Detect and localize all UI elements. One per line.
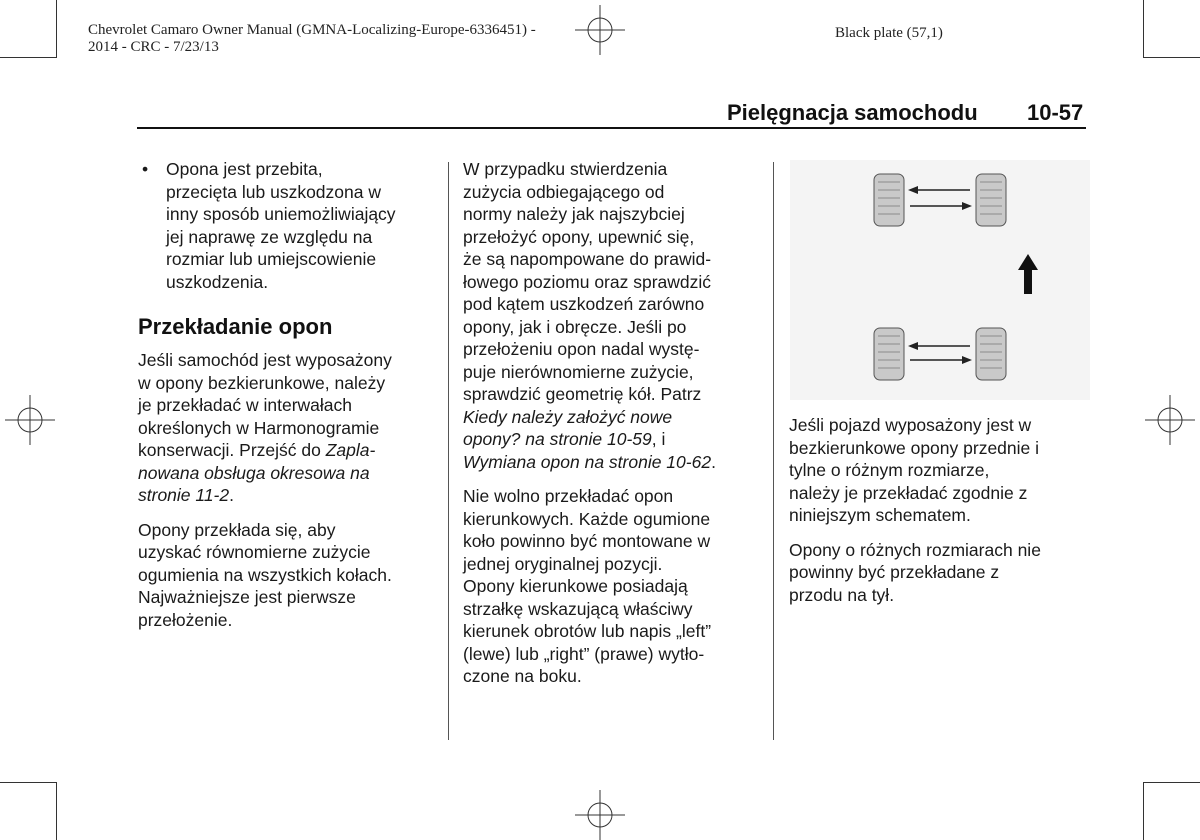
text-line: jednej oryginalnej pozycji. <box>463 553 663 574</box>
bullet-line: rozmiar lub umiejscowienie <box>166 249 377 269</box>
text-span: . <box>711 451 716 472</box>
column-3 <box>789 414 1094 606</box>
text-line: tylne o różnym rozmiarze, <box>789 460 990 480</box>
bullet-line: jej naprawę ze względu na <box>166 226 373 247</box>
text-line: strzałkę wskazującą właściwy <box>463 598 693 619</box>
text-line: czone na boku. <box>463 666 582 686</box>
paragraph <box>463 485 768 688</box>
text-line: należy je przekładać zgodnie z <box>789 482 1028 503</box>
paragraph <box>789 539 1094 607</box>
text-line: Nie wolno przekładać opon <box>463 486 674 506</box>
registration-mark-left <box>5 395 55 445</box>
column-1 <box>138 158 438 631</box>
text-span: , i <box>651 429 666 449</box>
print-header-line1: Chevrolet Camaro Owner Manual (GMNA-Localizing-Europe-6336451) - <box>88 22 536 38</box>
tire-rotation-diagram <box>790 160 1090 400</box>
column-2 <box>463 158 768 688</box>
cross-reference-link[interactable]: Wymiana opon na stronie 10-62 <box>463 451 712 472</box>
paragraph <box>463 158 768 473</box>
text-line: przełożenie. <box>138 609 233 630</box>
cross-reference-link[interactable]: Kiedy należy założyć nowe <box>463 406 673 427</box>
tire-icon <box>874 174 904 226</box>
text-line <box>463 428 768 451</box>
bullet-line: przecięta lub uszkodzona w <box>166 181 381 202</box>
registration-mark-bottom <box>575 790 625 840</box>
column-rule <box>448 162 449 740</box>
cross-reference-link[interactable]: stronie 11-2 <box>138 485 230 505</box>
text-line <box>138 439 438 462</box>
crop-mark <box>1144 782 1200 783</box>
text-line: ogumienia na wszystkich kołach. <box>138 564 392 585</box>
text-span: konserwacji. Przejść do <box>138 440 326 460</box>
text-line: Opony o różnych rozmiarach nie <box>789 539 1041 560</box>
bullet-line: uszkodzenia. <box>166 271 269 292</box>
text-line <box>463 451 768 474</box>
text-line: niniejszym schematem. <box>789 505 971 525</box>
text-line: określonych w Harmonogramie <box>138 417 380 438</box>
text-line: (lewe) lub „right” (prawe) wytło- <box>463 643 705 664</box>
bullet-icon: • <box>142 159 149 179</box>
crop-mark <box>56 0 57 58</box>
registration-mark-right <box>1145 395 1195 445</box>
text-line: Jeśli pojazd wyposażony jest w <box>789 415 1032 435</box>
text-line: kierunkowych. Każde ogumione <box>463 508 711 529</box>
text-line: normy należy jak najszybciej <box>463 204 685 224</box>
running-header-page: 10-57 <box>1027 100 1084 125</box>
crop-mark <box>1143 0 1144 58</box>
registration-mark-top <box>575 5 625 55</box>
text-line: bezkierunkowe opony przednie i <box>789 437 1040 458</box>
paragraph <box>789 414 1094 527</box>
text-line: kierunek obrotów lub napis „left” <box>463 621 712 641</box>
tire-icon <box>976 328 1006 380</box>
text-line: powinny być przekładane z <box>789 562 1000 582</box>
bullet-line: inny sposób uniemożliwiający <box>166 204 396 224</box>
text-line: Opony kierunkowe posiadają <box>463 576 688 596</box>
header-rule <box>137 127 1086 129</box>
paragraph <box>138 519 438 632</box>
running-header-section: Pielęgnacja samochodu <box>727 100 978 125</box>
cross-reference-link[interactable]: nowana obsługa okresowa na <box>138 462 370 483</box>
section-heading: Przekładanie opon <box>138 314 333 339</box>
text-span: . <box>229 485 234 505</box>
crop-mark <box>0 57 56 58</box>
text-line <box>138 484 438 507</box>
text-line: w opony bezkierunkowe, należy <box>138 372 386 393</box>
text-line: W przypadku stwierdzenia <box>463 159 668 179</box>
tire-icon <box>976 174 1006 226</box>
cross-reference-link[interactable]: Zapla- <box>325 440 376 460</box>
bullet-line: Opona jest przebita, <box>166 159 323 179</box>
text-line: koło powinno być montowane w <box>463 531 711 551</box>
column-rule <box>773 162 774 740</box>
text-line: uzyskać równomierne zużycie <box>138 542 371 562</box>
text-line: łowego poziomu oraz sprawdzić <box>463 271 712 292</box>
crop-mark <box>1144 57 1200 58</box>
text-line: zużycia odbiegającego od <box>463 181 665 202</box>
text-line: Najważniejsze jest pierwsze <box>138 587 356 607</box>
text-line: że są napompowane do prawid- <box>463 249 712 269</box>
cross-reference-link[interactable]: opony? na stronie 10-59 <box>463 429 652 449</box>
text-line: puje nierównomierne zużycie, <box>463 361 694 382</box>
print-header-line2: 2014 - CRC - 7/23/13 <box>88 39 219 55</box>
crop-mark <box>1143 782 1144 840</box>
paragraph <box>138 349 438 507</box>
text-line: opony, jak i obręcze. Jeśli po <box>463 316 687 337</box>
text-line: przełożeniu opon nadal wystę- <box>463 339 700 359</box>
text-line: przełożyć opony, upewnić się, <box>463 226 695 247</box>
print-header-plate: Black plate (57,1) <box>835 25 943 41</box>
crop-mark <box>56 782 57 840</box>
text-line: przodu na tył. <box>789 584 895 605</box>
bullet-item <box>138 158 438 293</box>
crop-mark <box>0 782 56 783</box>
text-line: sprawdzić geometrię kół. Patrz <box>463 384 702 404</box>
tire-icon <box>874 328 904 380</box>
text-line: je przekładać w interwałach <box>138 395 352 415</box>
text-line: Jeśli samochód jest wyposażony <box>138 350 392 370</box>
text-line: pod kątem uszkodzeń zarówno <box>463 294 705 314</box>
text-line: Opony przekłada się, aby <box>138 519 336 540</box>
